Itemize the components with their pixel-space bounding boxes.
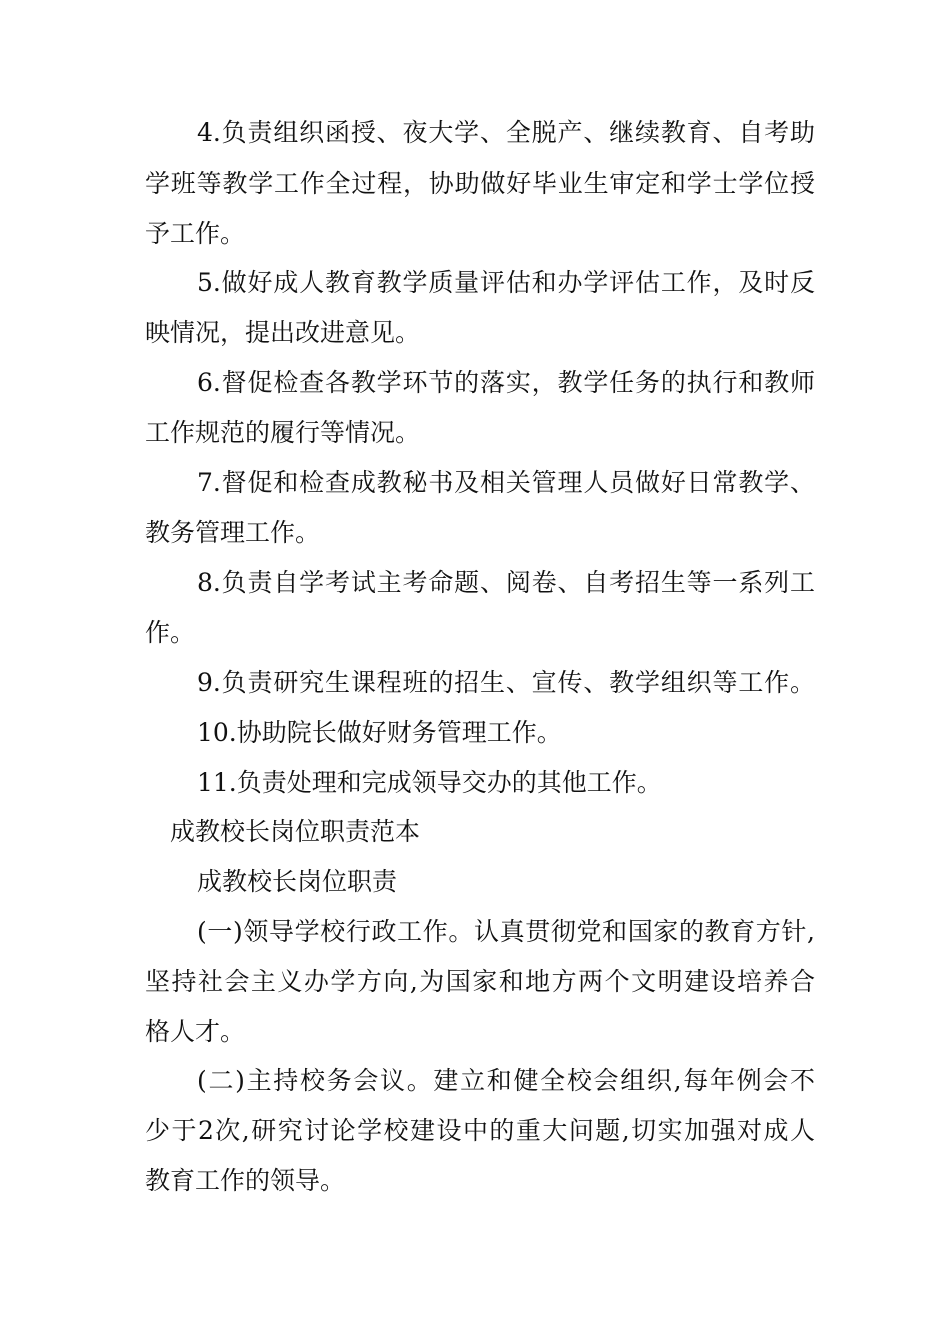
- paragraph-line: 格人才。: [145, 1017, 246, 1046]
- paragraph-line: 5.做好成人教育教学质量评估和办学评估工作，及时反: [197, 268, 815, 297]
- paragraph-line: 8.负责自学考试主考命题、阅卷、自考招生等一系列工: [197, 568, 815, 597]
- paragraph-line: 教育工作的领导。: [145, 1166, 346, 1195]
- section-subtitle: 成教校长岗位职责: [197, 867, 398, 896]
- paragraph-line: 6.督促检查各教学环节的落实，教学任务的执行和教师: [197, 368, 815, 397]
- paragraph-line: 10.协助院长做好财务管理工作。: [197, 718, 562, 747]
- paragraph-line: 作。: [145, 618, 196, 647]
- paragraph-line: 予工作。: [145, 219, 246, 248]
- paragraph-line: 坚持社会主义办学方向,为国家和地方两个文明建设培养合: [145, 967, 815, 996]
- paragraph-line: 少于2次,研究讨论学校建设中的重大问题,切实加强对成人: [145, 1116, 815, 1145]
- paragraph-line: 学班等教学工作全过程，协助做好毕业生审定和学士学位授: [145, 169, 815, 198]
- paragraph-line: 工作规范的履行等情况。: [145, 418, 421, 447]
- paragraph-line: 教务管理工作。: [145, 518, 321, 547]
- paragraph-line: (二)主持校务会议。建立和健全校会组织,每年例会不: [197, 1066, 815, 1095]
- paragraph-line: 4.负责组织函授、夜大学、全脱产、继续教育、自考助: [197, 118, 815, 147]
- section-title: 成教校长岗位职责范本: [170, 817, 421, 846]
- paragraph-line: 7.督促和检查成教秘书及相关管理人员做好日常教学、: [197, 468, 815, 497]
- paragraph-line: (一)领导学校行政工作。认真贯彻党和国家的教育方针,: [197, 917, 815, 946]
- paragraph-line: 9.负责研究生课程班的招生、宣传、教学组织等工作。: [197, 668, 815, 697]
- paragraph-line: 11.负责处理和完成领导交办的其他工作。: [197, 768, 662, 797]
- paragraph-line: 映情况，提出改进意见。: [145, 318, 421, 347]
